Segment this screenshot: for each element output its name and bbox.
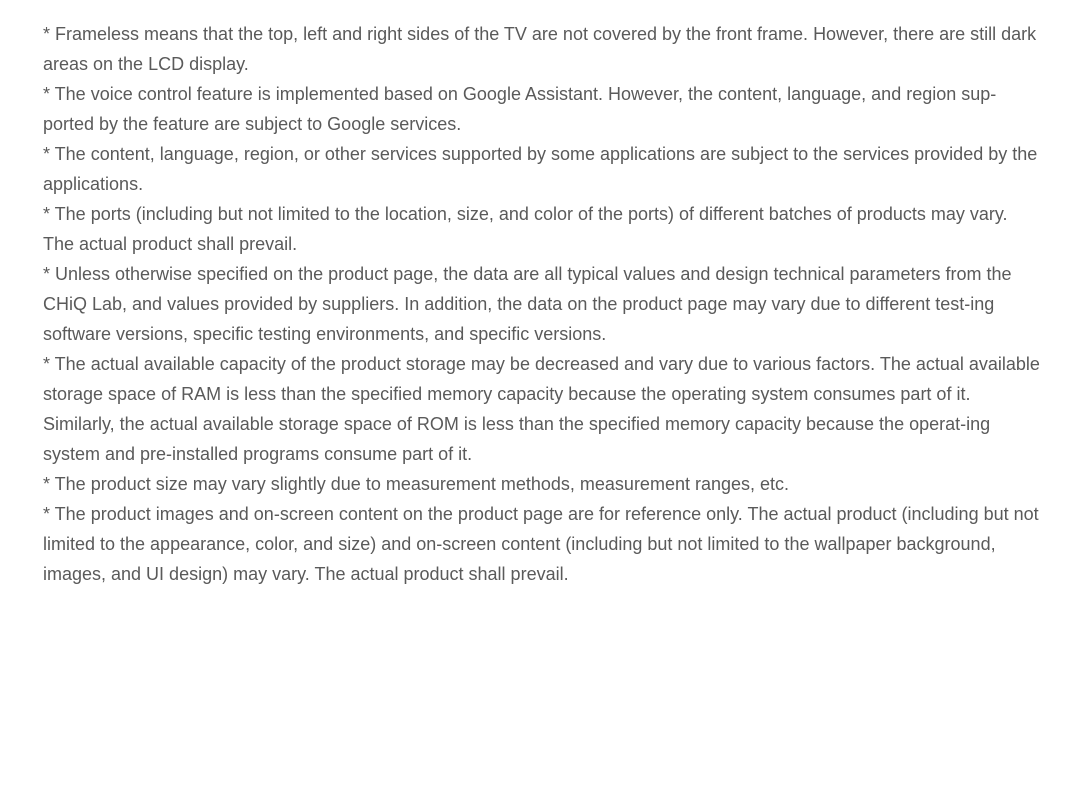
disclaimer-frameless: * Frameless means that the top, left and right sides of the TV are not covered by the front frame. However, there are still dark areas on the LCD display. [43, 24, 1037, 74]
disclaimer-notes [43, 19, 1043, 589]
disclaimer-voice-control: * The voice control feature is implemented based on Google Assistant. However, the content, language, and region sup-ported by the feature are subject to Google services. [43, 84, 997, 134]
disclaimer-ports: * The ports (including but not limited to the location, size, and color of the ports) of different batches of products may vary. The actual product shall prevail. [43, 204, 1008, 254]
disclaimer-storage-capacity: * The actual available capacity of the product storage may be decreased and vary due to various factors. The actual available storage space of RAM is less than the specified memory capacity because the operating system consumes part of it. Similarly, the actual available storage space of ROM is less than the specified memory capacity because the operat-ing system and pre-installed programs consume part of it. [43, 354, 1040, 464]
disclaimer-product-size: * The product size may vary slightly due to measurement methods, measurement ranges, etc. [43, 474, 790, 494]
disclaimer-typical-values: * Unless otherwise specified on the product page, the data are all typical values and design technical parameters from the CHiQ Lab, and values provided by suppliers. In addition, the data on the product page may vary due to different test-ing software versions, specific testing environments, and specific versions. [43, 264, 1012, 344]
disclaimer-app-services: * The content, language, region, or other services supported by some applications are subject to the services provided by the applications. [43, 144, 1038, 194]
disclaimer-images-reference: * The product images and on-screen content on the product page are for reference only. The actual product (including but not limited to the appearance, color, and size) and on-screen content (including but not limited to the wallpaper background, images, and UI design) may vary. The actual product shall prevail. [43, 504, 1039, 584]
